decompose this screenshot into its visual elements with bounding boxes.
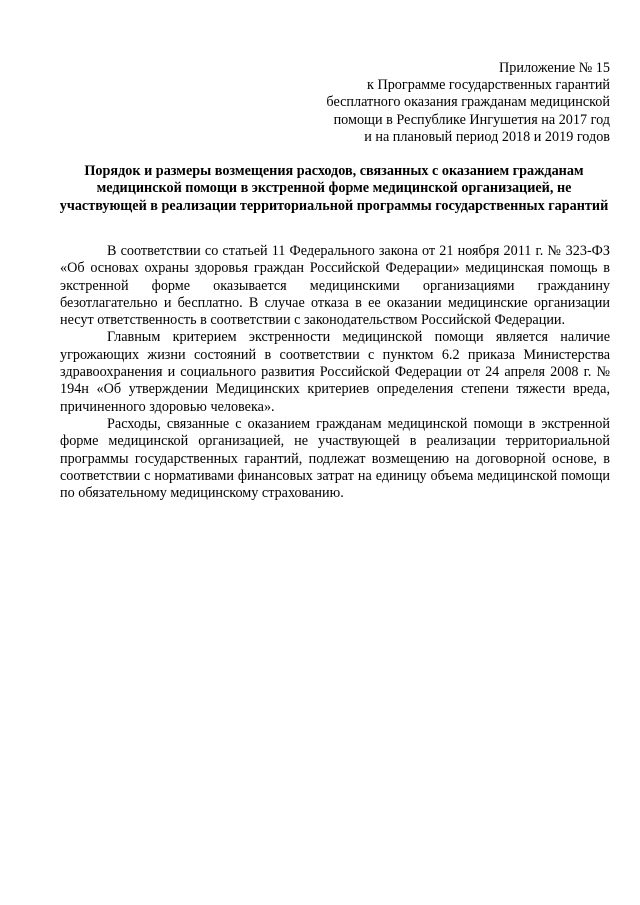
appendix-number: Приложение № 15 — [499, 60, 610, 76]
appendix-line: к Программе государственных гарантий — [367, 77, 610, 94]
appendix-line: помощи в Республике Ингушетия на 2017 год — [333, 111, 610, 128]
appendix-header — [250, 60, 610, 146]
paragraph: Расходы, связанные с оказанием гражданам медицинской помощи в экстренной форме медицинской организацией, не участвующей в реализации территориальной программы государственных гарантий, подлежат возмещению на договорной основе, в соответствии с нормативами финансовых затрат на единицу объема медицинской помощи по обязательному медицинскому страхованию. — [60, 415, 610, 502]
paragraph: В соответствии со статьей 11 Федерального закона от 21 ноября 2011 г. № 323-ФЗ «Об основах охраны здоровья граждан Российской Федерации» медицинская помощь в экстренной форме оказывается медицинскими организациями гражданину безотлагательно и бесплатно. В случае отказа в ее оказании медицинские организации несут ответственность в соответствии с законодательством Российской Федерации. — [60, 243, 610, 329]
document-title: Порядок и размеры возмещения расходов, связанных с оказанием гражданам медицинской помощи в экстренной форме медицинской организацией, не участвующей в реализации территориальной программы государственных гарантий — [59, 163, 609, 214]
appendix-line: и на плановый период 2018 и 2019 годов — [364, 128, 610, 145]
paragraph: Главным критерием экстренности медицинской помощи является наличие угрожающих жизни состояний в соответствии с пунктом 6.2 приказа Министерства здравоохранения и социального развития Российской Федерации от 24 апреля 2008 г. № 194н «Об утверждении Медицинских критериев определения степени тяжести вреда, причиненного здоровью человека». — [60, 329, 610, 415]
document-body — [60, 243, 610, 502]
appendix-line: бесплатного оказания гражданам медицинской — [326, 94, 610, 111]
